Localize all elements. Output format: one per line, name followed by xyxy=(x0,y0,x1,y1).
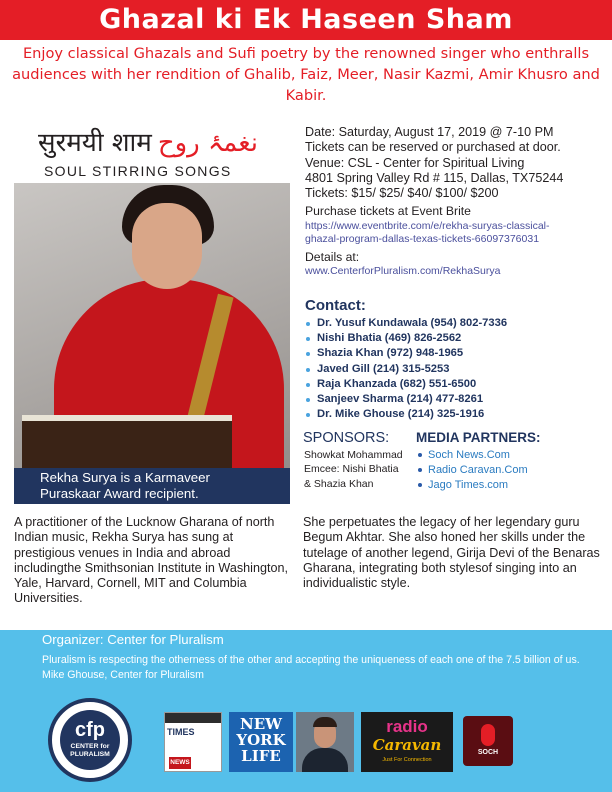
contact-item: Nishi Bhatia (469) 826-2562 xyxy=(305,331,507,346)
contact-item: Raja Khanzada (682) 551-6500 xyxy=(305,377,507,392)
event-subtitle: Enjoy classical Ghazals and Sufi poetry by the renowned singer who enthralls audiences with her rendition of Ghalib, Faiz, Meer, Nasir Kazmi, Amir Khusro and Kabir. xyxy=(12,45,600,104)
cfp-logo-subtext xyxy=(60,743,120,758)
caption-line-1: Rekha Surya is a Karmaveer xyxy=(40,470,210,485)
media-partner-link[interactable]: Radio Caravan.Com xyxy=(417,463,528,478)
title-banner xyxy=(0,0,612,40)
album-title xyxy=(38,128,258,158)
contact-item: Shazia Khan (972) 948-1965 xyxy=(305,346,507,361)
event-title: Ghazal ki Ek Haseen Sham xyxy=(99,4,513,35)
media-partner-link[interactable]: Jago Times.com xyxy=(417,478,528,493)
times-logo-tag-text: NEWS xyxy=(170,759,190,766)
radio-logo-word: radio xyxy=(386,717,428,736)
album-title-urdu: نغمۂ روح xyxy=(157,128,259,158)
album-title-hindi: सुरमयी शाम xyxy=(38,128,152,158)
sponsor-portrait xyxy=(296,712,354,772)
radio-logo-tagline: Just For Connection xyxy=(382,757,432,763)
event-address: 4801 Spring Valley Rd # 115, Dallas, TX75244 xyxy=(305,170,564,185)
contact-item: Dr. Mike Ghouse (214) 325-1916 xyxy=(305,407,507,422)
bio-paragraph-right: She perpetuates the legacy of her legendary guru Begum Akhtar. She also honed her skills under the tutelage of another legend, Girija Devi of the Benaras Gharana, integrating both stylesof singing into an individualistic style. xyxy=(303,515,600,591)
cfp-logo-text: cfp xyxy=(75,719,105,741)
sponsor-line: Showkat Mohammad xyxy=(304,449,403,461)
soch-logo-text: SOCH xyxy=(477,749,499,756)
radio-caravan-logo xyxy=(361,712,453,772)
contact-item: Javed Gill (214) 315-5253 xyxy=(305,362,507,377)
times-logo-title: TIMES xyxy=(167,727,195,737)
times-logo-tag xyxy=(169,757,191,769)
pluralism-statement: Pluralism is respecting the otherness of the other and accepting the uniqueness of each one of the 7.5 billion of us. Mike Ghouse, Center for Pluralism xyxy=(42,654,580,681)
media-partners-list xyxy=(417,448,528,493)
contact-item: Sanjeev Sharma (214) 477-8261 xyxy=(305,392,507,407)
event-venue: Venue: CSL - Center for Spiritual Living xyxy=(305,155,525,170)
album-tagline: SOUL STIRRING SONGS xyxy=(44,163,232,179)
portrait-hair-shape xyxy=(313,717,337,727)
photo-harmonium-shape xyxy=(22,415,232,475)
portrait-suit-shape xyxy=(302,748,348,772)
soch-news-logo xyxy=(463,716,513,766)
sponsors-list xyxy=(304,448,403,491)
caption-line-2: Puraskaar Award recipient. xyxy=(40,486,199,501)
new-york-life-logo xyxy=(229,712,293,772)
media-partner-link[interactable]: Soch News.Com xyxy=(417,448,528,463)
photo-caption xyxy=(14,468,290,504)
bio-paragraph-left: A practitioner of the Lucknow Gharana of north Indian music, Rekha Surya has sung at prestigious venues in India and abroad includingthe Smithsonian Institute in Washington, Yale, Harvard, Cornell, MIT and Columbia Universities. xyxy=(14,515,288,606)
nyl-logo-text: NEW YORK LIFE xyxy=(236,715,286,765)
sponsors-heading: SPONSORS: xyxy=(303,430,390,446)
details-link[interactable]: www.CenterforPluralism.com/RekhaSurya xyxy=(305,265,501,278)
contact-list xyxy=(305,316,507,422)
organizer-label: Organizer: Center for Pluralism xyxy=(42,632,224,647)
emcee-line-2: & Shazia Khan xyxy=(304,477,374,490)
event-tickets-note: Tickets can be reserved or purchased at door. xyxy=(305,140,561,155)
event-prices: Tickets: $15/ $25/ $40/ $100/ $200 xyxy=(305,186,499,201)
cfp-logo xyxy=(48,698,132,782)
contact-heading: Contact: xyxy=(305,297,366,314)
contact-item: Dr. Yusuf Kundawala (954) 802-7336 xyxy=(305,316,507,331)
event-date: Date: Saturday, August 17, 2019 @ 7-10 PM xyxy=(305,125,554,139)
event-details xyxy=(305,125,605,278)
photo-face-shape xyxy=(132,203,202,289)
purchase-label: Purchase tickets at Event Brite xyxy=(305,204,471,219)
emcee-line: Emcee: Nishi Bhatia xyxy=(304,463,399,476)
radio-logo-caravan: Caravan xyxy=(372,736,442,754)
purchase-link-line-2[interactable]: ghazal-program-dallas-texas-tickets-66097376031 xyxy=(305,232,540,245)
microphone-icon xyxy=(481,724,495,746)
cfp-logo-sub-1: CENTER for xyxy=(70,743,110,750)
times-news-logo xyxy=(164,712,222,772)
media-partners-heading: MEDIA PARTNERS: xyxy=(416,430,541,445)
cfp-logo-sub-2: PLURALISM xyxy=(70,750,110,758)
purchase-link-line-1[interactable]: https://www.eventbrite.com/e/rekha-suryas-classical- xyxy=(305,219,550,232)
singer-photo xyxy=(14,183,290,501)
details-label: Details at: xyxy=(305,249,360,264)
times-logo-bar xyxy=(165,713,222,723)
